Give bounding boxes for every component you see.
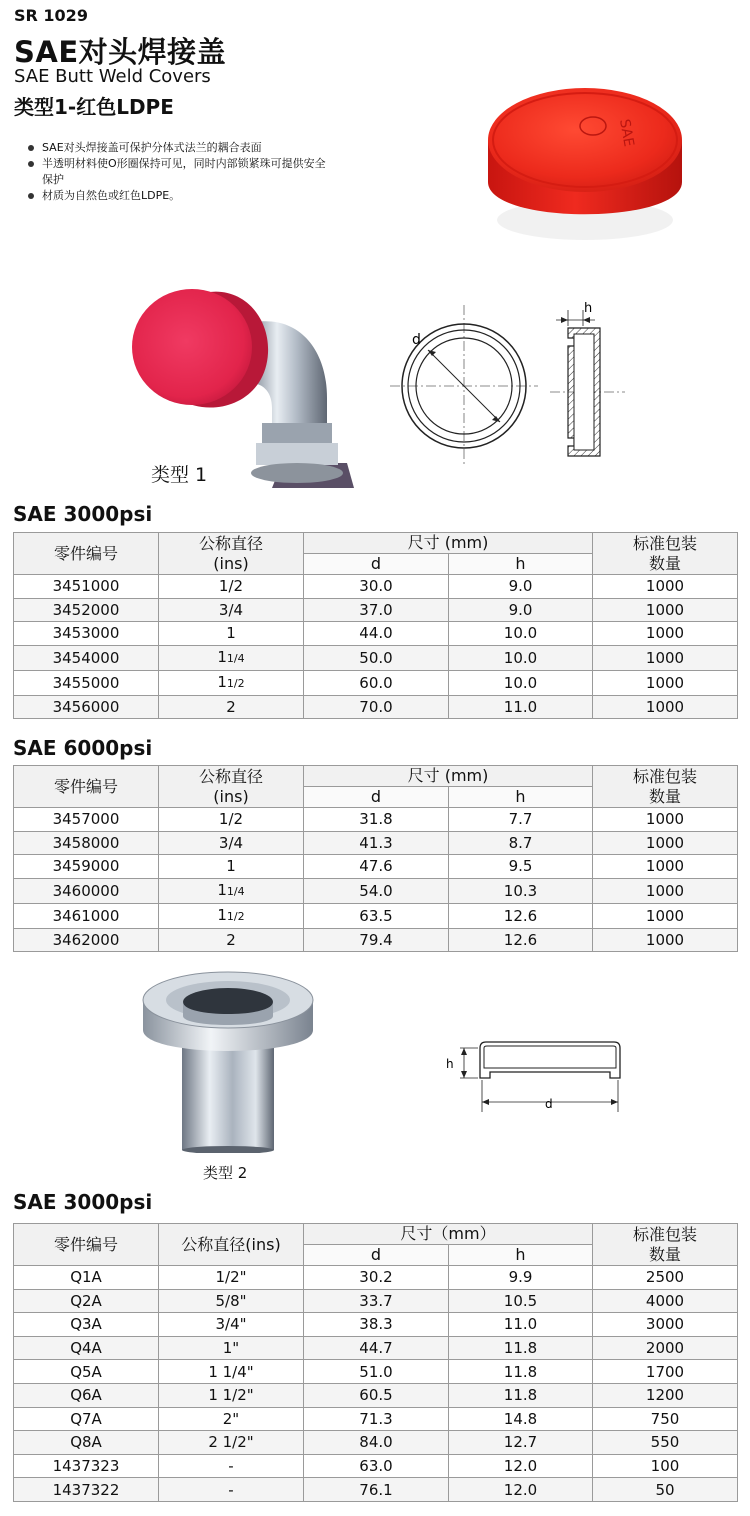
section-title-3000psi: SAE 3000psi: [13, 502, 153, 526]
cell-qty: 4000: [593, 1289, 738, 1313]
cell-d: 30.2: [304, 1266, 449, 1290]
cell-qty: 50: [593, 1478, 738, 1502]
cell-nominal: 3/4": [159, 1313, 304, 1337]
spec-table-6000psi: [13, 765, 738, 952]
cell-h: 12.7: [449, 1431, 593, 1455]
cell-part: 3461000: [14, 903, 159, 928]
cell-d: 63.0: [304, 1454, 449, 1478]
cell-part: 3451000: [14, 575, 159, 599]
cell-d: 44.0: [304, 622, 449, 646]
cell-h: 7.7: [449, 808, 593, 832]
col-nominal-text: 公称直径: [198, 766, 263, 786]
cell-part: 1437322: [14, 1478, 159, 1502]
type2-drawing: [440, 1036, 630, 1116]
table-row: [14, 670, 738, 695]
cell-h: 10.3: [449, 878, 593, 903]
nominal-whole: 1: [217, 647, 227, 666]
cell-part: 3454000: [14, 645, 159, 670]
page-title-en: SAE Butt Weld Covers: [14, 66, 211, 87]
feature-item: 半透明材料使O形圈保持可见，同时内部锁紧珠可提供安全保护: [28, 156, 328, 188]
cell-qty: 1000: [593, 928, 738, 952]
cell-nominal: 1 1/4": [159, 1360, 304, 1384]
cell-h: 12.0: [449, 1478, 593, 1502]
cell-qty: 1000: [593, 622, 738, 646]
col-pack-line1: 标准包装: [632, 1224, 697, 1244]
col-nominal-text: 公称直径: [198, 533, 263, 553]
cell-part: Q1A: [14, 1266, 159, 1290]
col-pack-qty: [593, 533, 738, 575]
table-row: [14, 808, 738, 832]
col-h: h: [449, 554, 593, 575]
col-d: d: [304, 787, 449, 808]
spec-table-3000psi: [13, 532, 738, 719]
cell-part: Q8A: [14, 1431, 159, 1455]
cell-d: 70.0: [304, 695, 449, 719]
cell-qty: 1000: [593, 575, 738, 599]
nominal-whole: 1: [217, 672, 227, 691]
cell-part: Q7A: [14, 1407, 159, 1431]
cell-qty: 1000: [593, 855, 738, 879]
cell-d: 51.0: [304, 1360, 449, 1384]
cell-part: 3452000: [14, 598, 159, 622]
cell-part: 3459000: [14, 855, 159, 879]
cell-d: 63.5: [304, 903, 449, 928]
cell-h: 10.0: [449, 670, 593, 695]
cell-h: 12.0: [449, 1454, 593, 1478]
page-title-zh: SAE对头焊接盖: [14, 35, 227, 69]
cell-qty: 100: [593, 1454, 738, 1478]
cell-part: 3455000: [14, 670, 159, 695]
cell-d: 60.0: [304, 670, 449, 695]
type1-drawing: [390, 300, 630, 472]
cell-nominal: 2: [159, 928, 304, 952]
height-label: h: [584, 301, 593, 316]
table-row: [14, 1431, 738, 1455]
cell-d: 33.7: [304, 1289, 449, 1313]
cell-part: 1437323: [14, 1454, 159, 1478]
table-row: [14, 1383, 738, 1407]
cell-qty: 2500: [593, 1266, 738, 1290]
cell-nominal: 2: [159, 695, 304, 719]
cell-d: 44.7: [304, 1336, 449, 1360]
cell-d: 47.6: [304, 855, 449, 879]
cell-h: 9.9: [449, 1266, 593, 1290]
cell-h: 10.0: [449, 645, 593, 670]
cell-qty: 1000: [593, 878, 738, 903]
cell-d: 79.4: [304, 928, 449, 952]
cell-part: 3458000: [14, 831, 159, 855]
cell-d: 60.5: [304, 1383, 449, 1407]
table-row: [14, 622, 738, 646]
table-row: [14, 1336, 738, 1360]
cell-part: 3462000: [14, 928, 159, 952]
cell-d: 54.0: [304, 878, 449, 903]
col-pack-line2: 数量: [648, 786, 681, 806]
cell-h: 10.5: [449, 1289, 593, 1313]
cell-d: 31.8: [304, 808, 449, 832]
cell-nominal: 3/4: [159, 598, 304, 622]
nominal-fraction: 1/2: [226, 909, 245, 923]
col-dimensions: 尺寸 (mm): [304, 533, 593, 554]
col-pack-line1: 标准包装: [632, 766, 697, 786]
col-nominal: [159, 533, 304, 575]
table-row: [14, 1266, 738, 1290]
cell-nominal: [159, 903, 304, 928]
section-title-3000psi-type2: SAE 3000psi: [13, 1190, 153, 1214]
type1-label: 类型 1: [151, 464, 208, 486]
cell-qty: 1000: [593, 695, 738, 719]
type-subtitle: 类型1-红色LDPE: [14, 95, 174, 119]
col-d: d: [304, 554, 449, 575]
cell-d: 84.0: [304, 1431, 449, 1455]
cell-nominal: 1: [159, 855, 304, 879]
cell-nominal: 1/2: [159, 575, 304, 599]
cell-part: 3456000: [14, 695, 159, 719]
cell-nominal: -: [159, 1478, 304, 1502]
col-h: h: [449, 787, 593, 808]
col-pack-line1: 标准包装: [632, 533, 697, 553]
cell-qty: 1200: [593, 1383, 738, 1407]
cell-nominal: 5/8": [159, 1289, 304, 1313]
type2-label: 类型 2: [203, 1164, 248, 1182]
type2-photo: [135, 968, 320, 1153]
cell-part: 3460000: [14, 878, 159, 903]
cell-nominal: 3/4: [159, 831, 304, 855]
cell-nominal: 2 1/2": [159, 1431, 304, 1455]
col-h: h: [449, 1245, 593, 1266]
col-pack-qty: [593, 766, 738, 808]
table-row: [14, 695, 738, 719]
table-row: [14, 831, 738, 855]
nominal-fraction: 1/2: [226, 676, 245, 690]
table-row: [14, 1407, 738, 1431]
cell-h: 9.0: [449, 575, 593, 599]
cell-h: 11.0: [449, 1313, 593, 1337]
nominal-whole: 1: [217, 905, 227, 924]
cell-nominal: 1/2": [159, 1266, 304, 1290]
cap-logo-text: SAE: [616, 117, 637, 148]
spec-table-3000psi-type2: [13, 1223, 738, 1502]
col-nominal-unit: (ins): [213, 553, 249, 573]
table-row: [14, 1454, 738, 1478]
col-dimensions: 尺寸（mm）: [304, 1224, 593, 1245]
cell-d: 30.0: [304, 575, 449, 599]
cell-qty: 1000: [593, 598, 738, 622]
cell-part: 3453000: [14, 622, 159, 646]
col-nominal: [159, 766, 304, 808]
cell-nominal: 1: [159, 622, 304, 646]
cell-h: 14.8: [449, 1407, 593, 1431]
cell-d: 76.1: [304, 1478, 449, 1502]
nominal-fraction: 1/4: [226, 651, 245, 665]
product-code: SR 1029: [14, 6, 88, 25]
cell-part: Q3A: [14, 1313, 159, 1337]
cell-h: 11.8: [449, 1360, 593, 1384]
cell-part: Q5A: [14, 1360, 159, 1384]
table-row: [14, 575, 738, 599]
cell-part: Q6A: [14, 1383, 159, 1407]
cell-qty: 2000: [593, 1336, 738, 1360]
diameter-label: d: [412, 332, 421, 348]
red-cap-photo: [470, 70, 700, 245]
table-row: [14, 1478, 738, 1502]
cell-h: 9.5: [449, 855, 593, 879]
table-row: [14, 645, 738, 670]
col-part-number: 零件编号: [14, 766, 159, 808]
table-row: [14, 598, 738, 622]
col-d: d: [304, 1245, 449, 1266]
cell-qty: 750: [593, 1407, 738, 1431]
col-pack-qty: [593, 1224, 738, 1266]
section-title-6000psi: SAE 6000psi: [13, 736, 153, 760]
nominal-whole: 1: [217, 880, 227, 899]
col-pack-line2: 数量: [648, 553, 681, 573]
cell-h: 8.7: [449, 831, 593, 855]
cell-d: 71.3: [304, 1407, 449, 1431]
cell-qty: 1000: [593, 670, 738, 695]
table-row: [14, 928, 738, 952]
cell-h: 11.0: [449, 695, 593, 719]
col-dimensions: 尺寸 (mm): [304, 766, 593, 787]
cell-h: 10.0: [449, 622, 593, 646]
cell-qty: 1700: [593, 1360, 738, 1384]
cell-qty: 550: [593, 1431, 738, 1455]
col-nominal: 公称直径(ins): [159, 1224, 304, 1266]
cell-part: 3457000: [14, 808, 159, 832]
cell-nominal: 1 1/2": [159, 1383, 304, 1407]
cell-h: 12.6: [449, 903, 593, 928]
table-row: [14, 1313, 738, 1337]
cell-d: 41.3: [304, 831, 449, 855]
cell-d: 37.0: [304, 598, 449, 622]
cell-nominal: 1": [159, 1336, 304, 1360]
cell-nominal: [159, 878, 304, 903]
col-part-number: 零件编号: [14, 533, 159, 575]
cell-nominal: 2": [159, 1407, 304, 1431]
cell-nominal: 1/2: [159, 808, 304, 832]
feature-item: SAE对头焊接盖可保护分体式法兰的耦合表面: [28, 140, 328, 156]
diameter-label: d: [545, 1097, 553, 1111]
cell-qty: 1000: [593, 831, 738, 855]
cell-part: Q4A: [14, 1336, 159, 1360]
nominal-fraction: 1/4: [226, 884, 245, 898]
cell-nominal: [159, 645, 304, 670]
cell-qty: 1000: [593, 903, 738, 928]
cell-nominal: [159, 670, 304, 695]
cell-qty: 1000: [593, 645, 738, 670]
feature-list: [28, 140, 328, 204]
table-row: [14, 1360, 738, 1384]
cell-h: 11.8: [449, 1336, 593, 1360]
col-pack-line2: 数量: [648, 1244, 681, 1264]
cell-h: 9.0: [449, 598, 593, 622]
cell-h: 12.6: [449, 928, 593, 952]
cell-d: 50.0: [304, 645, 449, 670]
col-part-number: 零件编号: [14, 1224, 159, 1266]
table-row: [14, 903, 738, 928]
table-row: [14, 1289, 738, 1313]
cell-part: Q2A: [14, 1289, 159, 1313]
height-label: h: [446, 1057, 454, 1071]
cell-h: 11.8: [449, 1383, 593, 1407]
feature-item: 材质为自然色或红色LDPE。: [28, 188, 328, 204]
cell-d: 38.3: [304, 1313, 449, 1337]
cell-qty: 1000: [593, 808, 738, 832]
table-row: [14, 855, 738, 879]
table-row: [14, 878, 738, 903]
type1-photo: [122, 283, 354, 488]
col-nominal-unit: (ins): [213, 786, 249, 806]
cell-nominal: -: [159, 1454, 304, 1478]
cell-qty: 3000: [593, 1313, 738, 1337]
